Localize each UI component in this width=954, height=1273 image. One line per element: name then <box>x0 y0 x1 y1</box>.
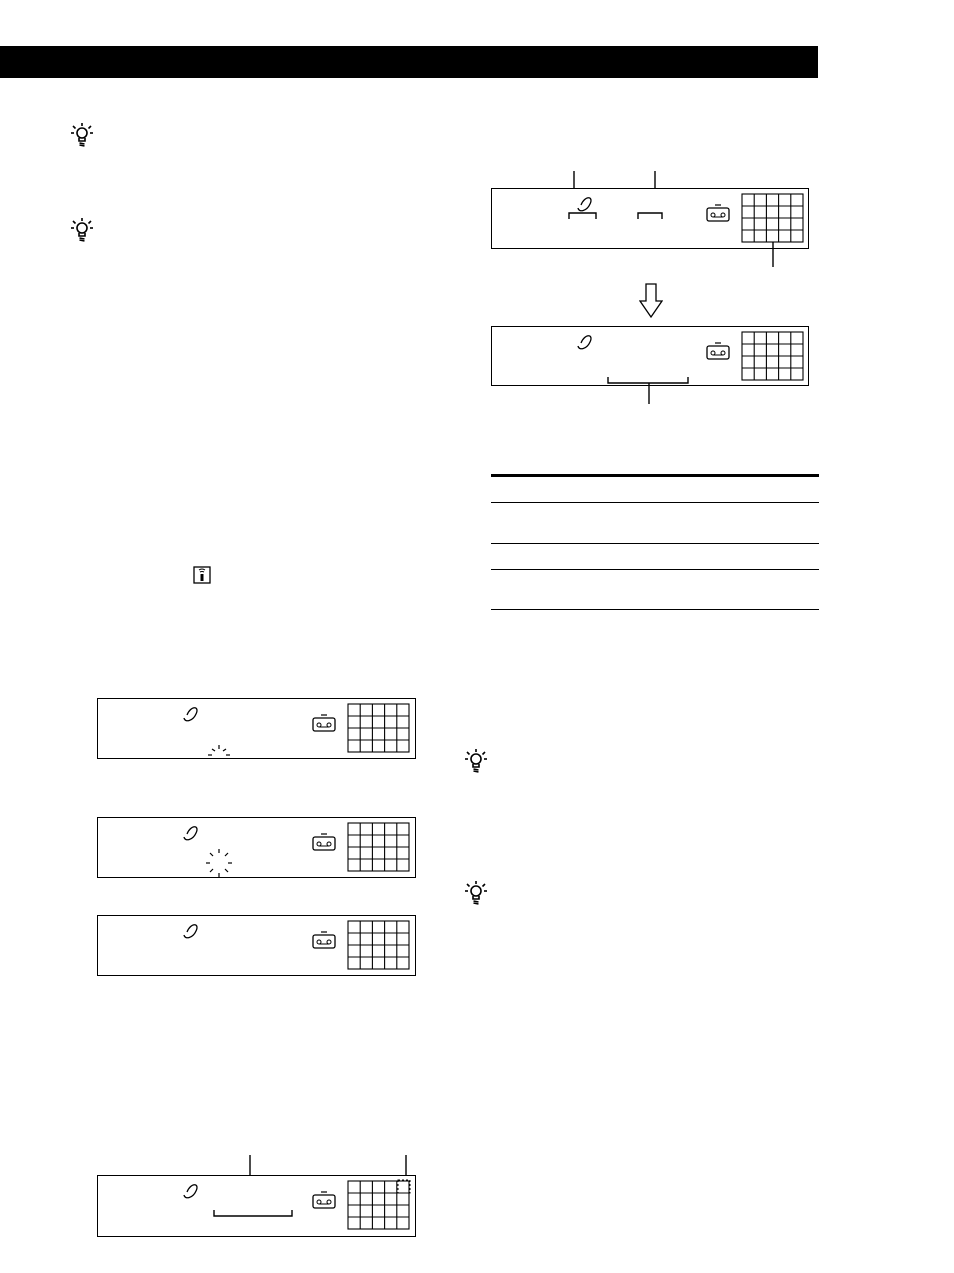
callout-line-bottom <box>641 381 657 407</box>
disc-rotation-icon <box>184 1185 197 1198</box>
disc-rotation-icon <box>578 198 591 211</box>
lightbulb-tip-icon <box>464 748 488 774</box>
bracket-1 <box>569 213 596 219</box>
display-panel-5 <box>97 915 416 976</box>
music-calendar-grid <box>742 332 803 380</box>
bracket-bottom <box>214 1210 292 1216</box>
header-bar <box>0 46 818 78</box>
callout-line-grid <box>765 240 781 270</box>
remote-control-icon <box>193 566 211 589</box>
tip-icon-1 <box>70 122 94 148</box>
disc-rotation-icon <box>184 827 197 840</box>
music-calendar-grid <box>742 194 803 242</box>
table-top-rule <box>491 474 819 477</box>
music-calendar-grid <box>348 921 409 969</box>
music-calendar-grid <box>348 704 409 752</box>
disc-rotation-icon <box>184 708 197 721</box>
display-panel-4 <box>97 817 416 878</box>
display-panel-6 <box>97 1175 416 1237</box>
cassette-tape-icon <box>313 1192 335 1208</box>
table-row-rule <box>491 543 819 544</box>
lightbulb-tip-icon <box>464 880 488 906</box>
tip-icon-3 <box>464 748 488 774</box>
display-panel-1 <box>491 188 809 249</box>
cassette-tape-icon <box>313 932 335 948</box>
cassette-tape-icon <box>707 205 729 221</box>
blinking-indicator-icon <box>208 745 230 755</box>
disc-rotation-icon <box>184 925 197 938</box>
display-panel-3 <box>97 698 416 759</box>
blinking-indicator-icon <box>398 1180 410 1193</box>
cassette-tape-icon <box>313 715 335 731</box>
cassette-tape-icon <box>313 834 335 850</box>
disc-rotation-icon <box>578 336 591 349</box>
table-row-rule <box>491 569 819 570</box>
table-row-rule <box>491 502 819 503</box>
music-calendar-grid <box>348 1181 409 1229</box>
tip-icon-2 <box>70 217 94 243</box>
blinking-indicator-icon <box>206 849 232 877</box>
tip-icon-4 <box>464 880 488 906</box>
cassette-tape-icon <box>707 343 729 359</box>
lightbulb-tip-icon <box>70 217 94 243</box>
music-calendar-grid <box>348 823 409 871</box>
lightbulb-tip-icon <box>70 122 94 148</box>
bracket-2 <box>638 213 662 219</box>
table-bottom-rule <box>491 609 819 610</box>
display-panel-2 <box>491 326 809 386</box>
down-arrow-icon <box>639 283 663 319</box>
